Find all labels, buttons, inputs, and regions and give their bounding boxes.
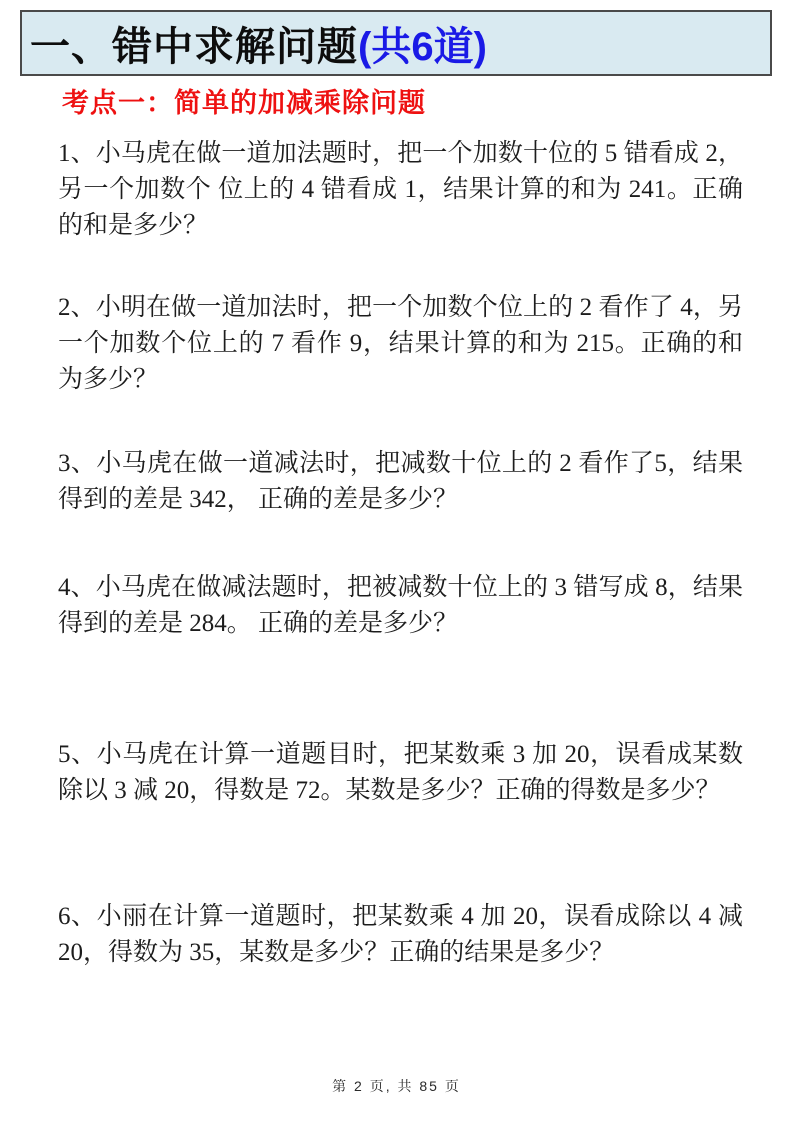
problem-1: 1、小马虎在做一道加法题时，把一个加数十位的 5 错看成 2，另一个加数个 位上的 4 错看成 1，结果计算的和为 241。正确的和是多少？ xyxy=(58,140,743,239)
problem-6: 6、小丽在计算一道题时，把某数乘 4 加 20，误看成除以 4 减 20，得数为 35，某数是多少？正确的结果是多少？ xyxy=(58,903,743,966)
problem-5: 5、小马虎在计算一道题目时，把某数乘 3 加 20，误看成某数除以 3 减 20，得数是 72。某数是多少？正确的得数是多少？ xyxy=(58,741,743,804)
problem-2: 2、小明在做一道加法时，把一个加数个位上的 2 看作了 4，另一个加数个位上的 7 看作 9，结果计算的和为 215。正确的和为多少？ xyxy=(58,294,743,393)
section-count: (共6道) xyxy=(358,24,487,69)
problem-4: 4、小马虎在做减法题时，把被减数十位上的 3 错写成 8，结果得到的差是 284。 正确的差是多少？ xyxy=(58,574,743,637)
page-number: 第 2 页, 共 85 页 xyxy=(332,1078,461,1094)
topic-heading: 考点一：简单的加减乘除问题 xyxy=(62,88,426,118)
section-header xyxy=(20,10,772,76)
problem-3: 3、小马虎在做一道减法时，把减数十位上的 2 看作了5，结果得到的差是 342， 正确的差是多少？ xyxy=(58,450,743,513)
section-title: 一、错中求解问题 xyxy=(30,24,358,69)
